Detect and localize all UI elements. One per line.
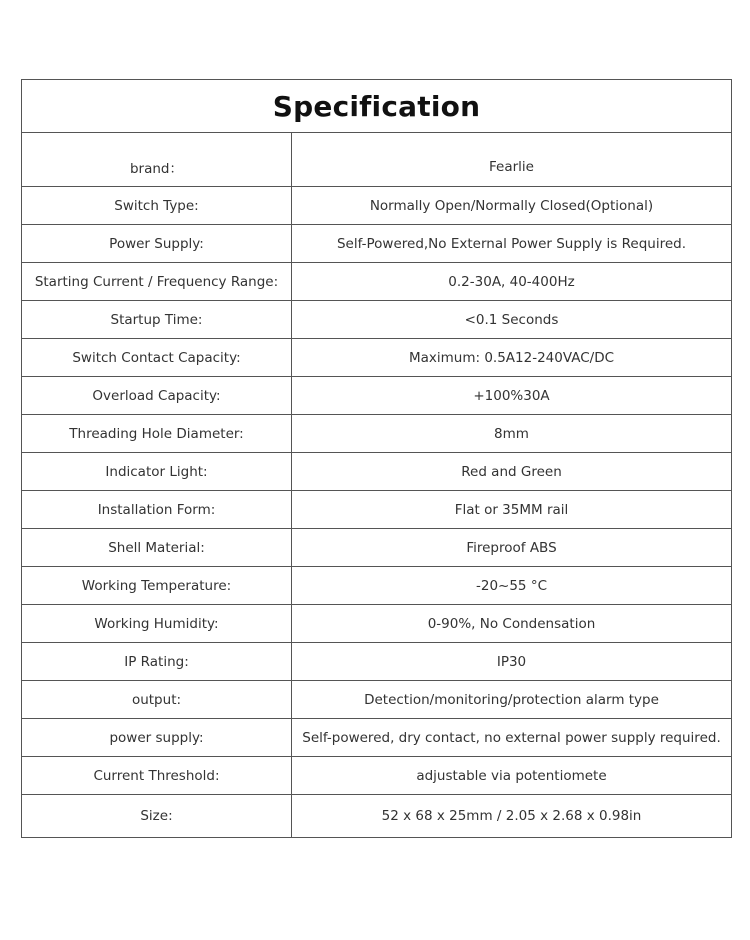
table-row-hole-diameter [22,415,731,453]
row-value: adjustable via potentiomete [416,767,607,784]
table-row-size [22,795,731,837]
row-value: 0.2-30A, 40-400Hz [448,273,575,290]
table-row-starting-current [22,263,731,301]
row-value: Fearlie [489,158,534,175]
table-row-power-supply [22,225,731,263]
row-label: Indicator Light: [22,453,292,490]
table-row-shell-material [22,529,731,567]
table-row-switch-type [22,187,731,225]
table-row-working-temperature [22,567,731,605]
table-row-installation-form [22,491,731,529]
row-label: power supply: [22,719,292,756]
row-label: IP Rating: [22,643,292,680]
row-value: IP30 [496,653,527,670]
row-value: Red and Green [461,463,562,480]
row-label: Switch Contact Capacity: [22,339,292,376]
row-value: 52 x 68 x 25mm / 2.05 x 2.68 x 0.98in [381,808,642,824]
row-label: Overload Capacity: [22,377,292,414]
row-label: output: [22,681,292,718]
row-value: Flat or 35MM rail [454,501,569,518]
row-value: -20~55 °C [475,577,547,594]
row-value: +100%30A [473,387,550,404]
row-value: Normally Open/Normally Closed(Optional) [369,197,654,214]
row-value: Self-powered, dry contact, no external power supply required. [302,729,721,746]
row-label: Switch Type: [22,187,292,224]
row-label: brand： [22,133,292,186]
row-label: Power Supply: [22,225,292,262]
table-row-overload-capacity [22,377,731,415]
row-label: Shell Material: [22,529,292,566]
row-label: Current Threshold: [22,757,292,794]
table-row-contact-capacity [22,339,731,377]
row-label: Installation Form: [22,491,292,528]
table-row-startup-time [22,301,731,339]
table-row-current-threshold [22,757,731,795]
row-value: Detection/monitoring/protection alarm type [364,691,659,708]
row-value: Self-Powered,No External Power Supply is Required. [336,235,686,252]
table-row-output [22,681,731,719]
row-label: Threading Hole Diameter: [22,415,292,452]
row-label: Startup Time: [22,301,292,338]
row-value: Fireproof ABS [466,539,557,556]
row-value: 0-90%, No Condensation [427,615,596,632]
row-label: Starting Current / Frequency Range: [22,263,292,300]
specification-table [21,79,732,838]
row-value: <0.1 Seconds [464,311,559,328]
row-value: Maximum: 0.5A12-240VAC/DC [408,349,615,366]
row-value: 8mm [494,425,529,442]
table-row-power-supply-2 [22,719,731,757]
row-label: Working Temperature: [22,567,292,604]
table-row-brand [22,133,731,187]
table-title: Specification [22,80,731,133]
row-label: Working Humidity: [22,605,292,642]
table-row-working-humidity [22,605,731,643]
table-row-indicator-light [22,453,731,491]
row-label: Size: [22,795,292,837]
table-row-ip-rating [22,643,731,681]
